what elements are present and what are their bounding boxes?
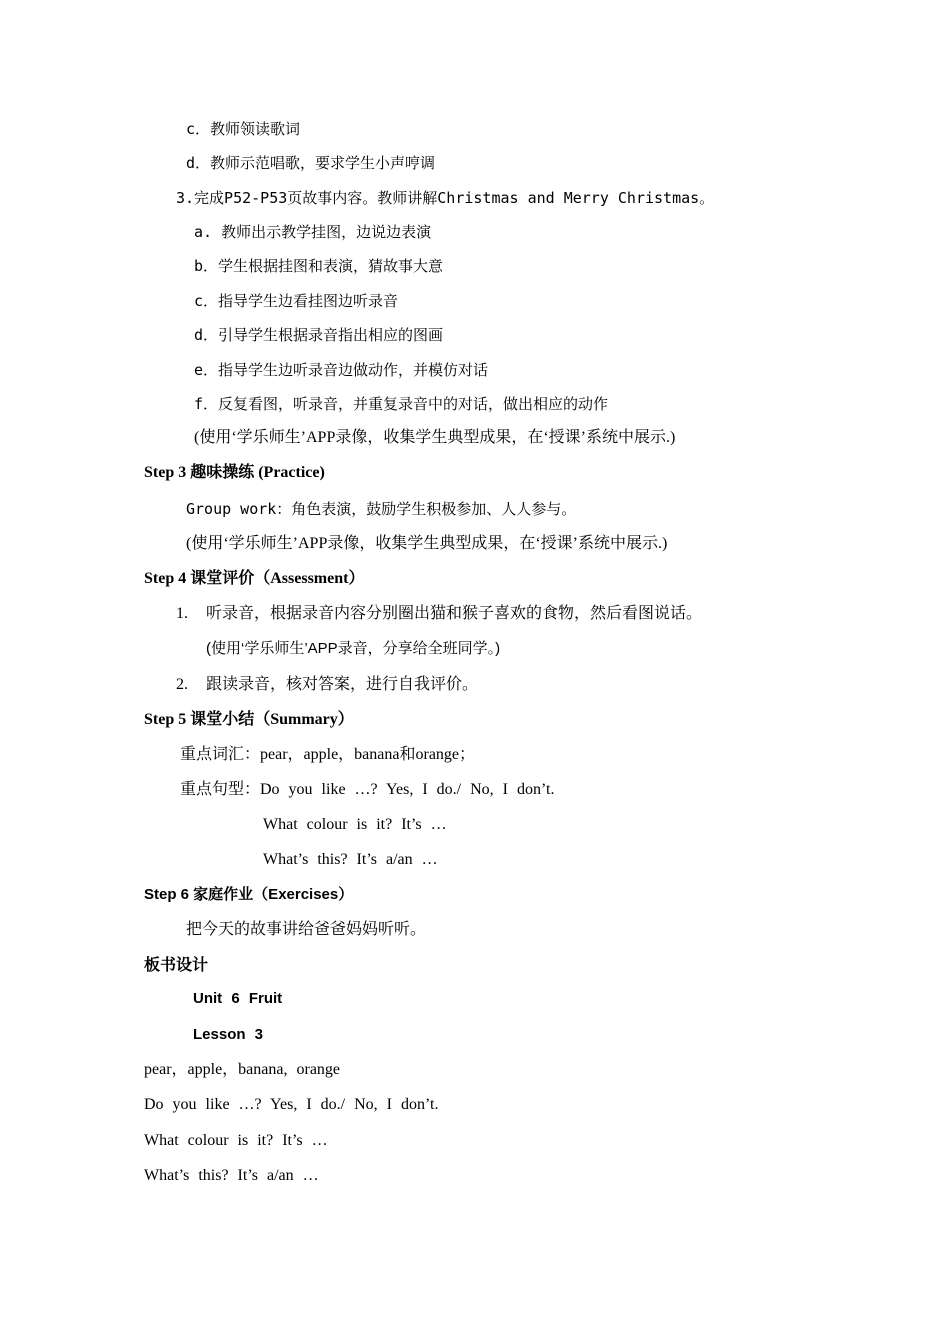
procedure-line-c: c．教师领读歌词 (186, 120, 301, 138)
key-sentence: What colour is it? It’s … (263, 816, 447, 833)
lesson-title: Lesson 3 (193, 1026, 264, 1043)
list-number: 2. (176, 676, 188, 693)
board-line: What’s this? It’s a/an … (144, 1167, 319, 1184)
story-step-d: d．引导学生根据录音指出相应的图画 (194, 326, 444, 344)
board-line: What colour is it? It’s … (144, 1132, 328, 1149)
list-number: 1. (176, 605, 188, 622)
procedure-line-d: d．教师示范唱歌，要求学生小声哼调 (186, 154, 436, 172)
key-vocabulary: 重点词汇：pear，apple，banana和orange； (180, 746, 476, 763)
assessment-item-1: 听录音，根据录音内容分别圈出猫和猴子喜欢的食物，然后看图说话。 (206, 605, 703, 622)
app-note: (使用‘学乐师生’APP录像，收集学生典型成果，在‘授课’系统中展示.) (194, 429, 676, 446)
unit-title: Unit 6 Fruit (193, 990, 283, 1007)
board-line: pear，apple，banana, orange (144, 1061, 341, 1078)
procedure-item-3: 3.完成P52-P53页故事内容。教师讲解Christmas and Merry Christmas。 (176, 189, 715, 207)
step5-heading: Step 5 课堂小结（Summary） (144, 711, 354, 728)
group-work-line: Group work：角色表演，鼓励学生积极参加、人人参与。 (186, 500, 577, 518)
key-sentence: What’s this? It’s a/an … (263, 851, 438, 868)
story-step-b: b．学生根据挂图和表演，猜故事大意 (194, 257, 444, 275)
board-design-heading: 板书设计 (144, 957, 209, 974)
step3-heading: Step 3 趣味操练 (Practice) (144, 464, 325, 481)
step6-heading: Step 6 家庭作业（Exercises） (144, 886, 354, 903)
app-note: (使用‘学乐师生’APP录音，分享给全班同学。) (206, 640, 501, 657)
story-step-e: e．指导学生边听录音边做动作，并模仿对话 (194, 361, 489, 379)
story-step-a: a. 教师出示教学挂图，边说边表演 (194, 223, 432, 241)
story-step-f: f．反复看图，听录音，并重复录音中的对话，做出相应的动作 (194, 395, 609, 413)
key-sentences: 重点句型：Do you like …? Yes, I do./ No, I don’t. (180, 781, 555, 798)
story-step-c: c．指导学生边看挂图边听录音 (194, 292, 399, 310)
homework-line: 把今天的故事讲给爸爸妈妈听听。 (186, 921, 427, 938)
step4-heading: Step 4 课堂评价（Assessment） (144, 570, 365, 587)
app-note: (使用‘学乐师生’APP录像，收集学生典型成果，在‘授课’系统中展示.) (186, 535, 668, 552)
assessment-item-2: 跟读录音，核对答案，进行自我评价。 (206, 676, 479, 693)
board-line: Do you like …? Yes, I do./ No, I don’t. (144, 1096, 439, 1113)
